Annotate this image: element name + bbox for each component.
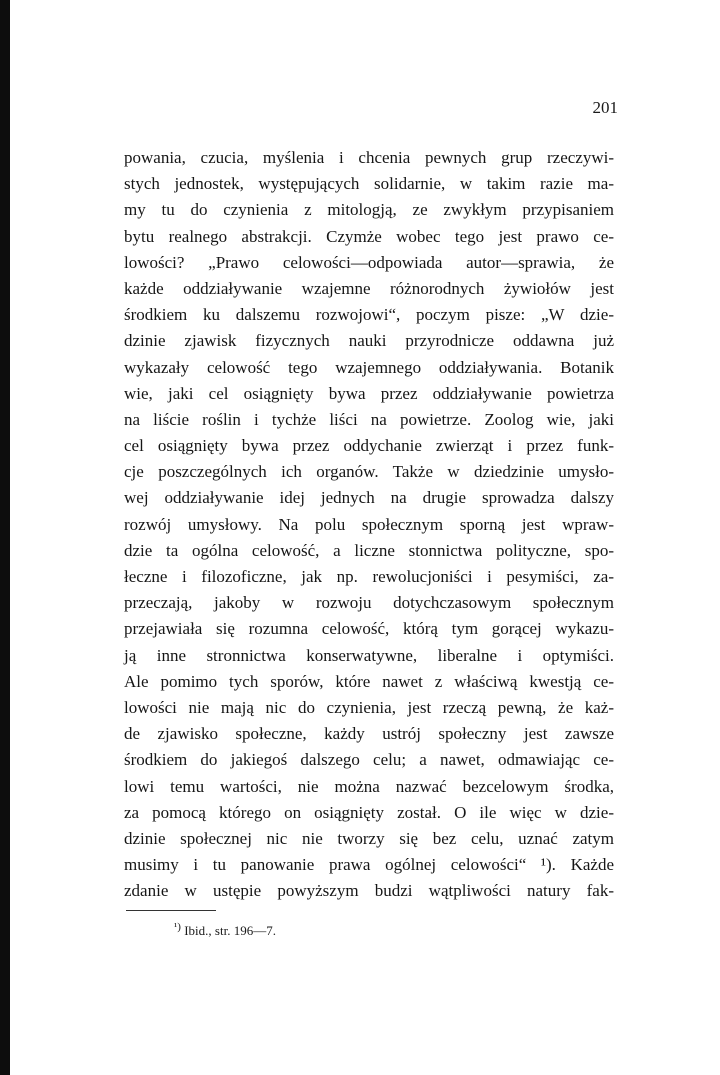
text-line: powania, czucia, myślenia i chcenia pewnych grup rzeczywi-	[124, 148, 614, 167]
text-line: lowości? „Prawo celowości—odpowiada autor—sprawia, że	[124, 252, 614, 272]
footnote	[174, 921, 276, 939]
text-line: cje poszczególnych ich organów. Także w dziedzinie umysło-	[124, 462, 614, 482]
text-line: przeczają, jakoby w rozwoju dotychczasowym społecznym	[124, 593, 614, 613]
text-line: wie, jaki cel osiągnięty bywa przez oddziaływanie powietrza	[124, 383, 614, 403]
body-text	[124, 145, 614, 904]
text-line: zdanie w ustępie powyższym budzi wątpliwości natury fak-	[124, 881, 614, 901]
text-line: wej oddziaływanie idej jednych na drugie sprowadza dalszy	[124, 488, 614, 508]
text-line: ją inne stronnictwa konserwatywne, liberalne i optymiści.	[124, 645, 614, 665]
text-line: dzinie zjawisk fizycznych nauki przyrodnicze oddawna już	[124, 331, 614, 351]
text-line: każde oddziaływanie wzajemne różnorodnych żywiołów jest	[124, 278, 614, 298]
footnote-marker: ¹)	[174, 921, 181, 933]
text-line: za pomocą którego on osiągnięty został. O ile więc w dzie-	[124, 802, 614, 822]
text-line: Ale pomimo tych sporów, które nawet z właściwą kwestją ce-	[124, 671, 614, 691]
text-line: lowości nie mają nic do czynienia, jest rzeczą pewną, że każ-	[124, 697, 614, 717]
text-line: musimy i tu panowanie prawa ogólnej celowości“ ¹). Każde	[124, 855, 614, 875]
text-line: de zjawisko społeczne, każdy ustrój społeczny jest zawsze	[124, 724, 614, 744]
text-line: środkiem do jakiegoś dalszego celu; a nawet, odmawiając ce-	[124, 750, 614, 770]
footnote-separator	[126, 910, 216, 911]
text-line: środkiem ku dalszemu rozwojowi“, poczym pisze: „W dzie-	[124, 305, 614, 325]
text-line: na liście roślin i tychże liści na powietrze. Zoolog wie, jaki	[124, 409, 614, 429]
text-line: dzie ta ogólna celowość, a liczne stonnictwa polityczne, spo-	[124, 540, 614, 560]
footnote-text: Ibid., str. 196—7.	[184, 923, 276, 938]
book-spine-edge	[0, 0, 10, 1075]
text-line: łeczne i filozoficzne, jak np. rewolucjoniści i pesymiści, za-	[124, 567, 614, 586]
text-line: cel osiągnięty bywa przez oddychanie zwierząt i przez funk-	[124, 436, 614, 456]
text-line: dzinie społecznej nic nie tworzy się bez celu, uznać zatym	[124, 828, 614, 848]
text-line: stych jednostek, występujących solidarnie, w takim razie ma-	[124, 174, 614, 194]
text-line: wykazały celowość tego wzajemnego oddziaływania. Botanik	[124, 357, 614, 377]
text-line: przejawiała się rozumna celowość, którą tym gorącej wykazu-	[124, 619, 614, 639]
text-line: lowi temu wartości, nie można nazwać bezcelowym środka,	[124, 776, 614, 796]
text-line: bytu realnego abstrakcji. Czymże wobec tego jest prawo ce-	[124, 226, 614, 246]
text-line: rozwój umysłowy. Na polu społecznym sporną jest wpraw-	[124, 514, 614, 534]
page-number: 201	[592, 98, 618, 117]
text-line: my tu do czynienia z mitologją, ze zwykłym przypisaniem	[124, 200, 614, 220]
